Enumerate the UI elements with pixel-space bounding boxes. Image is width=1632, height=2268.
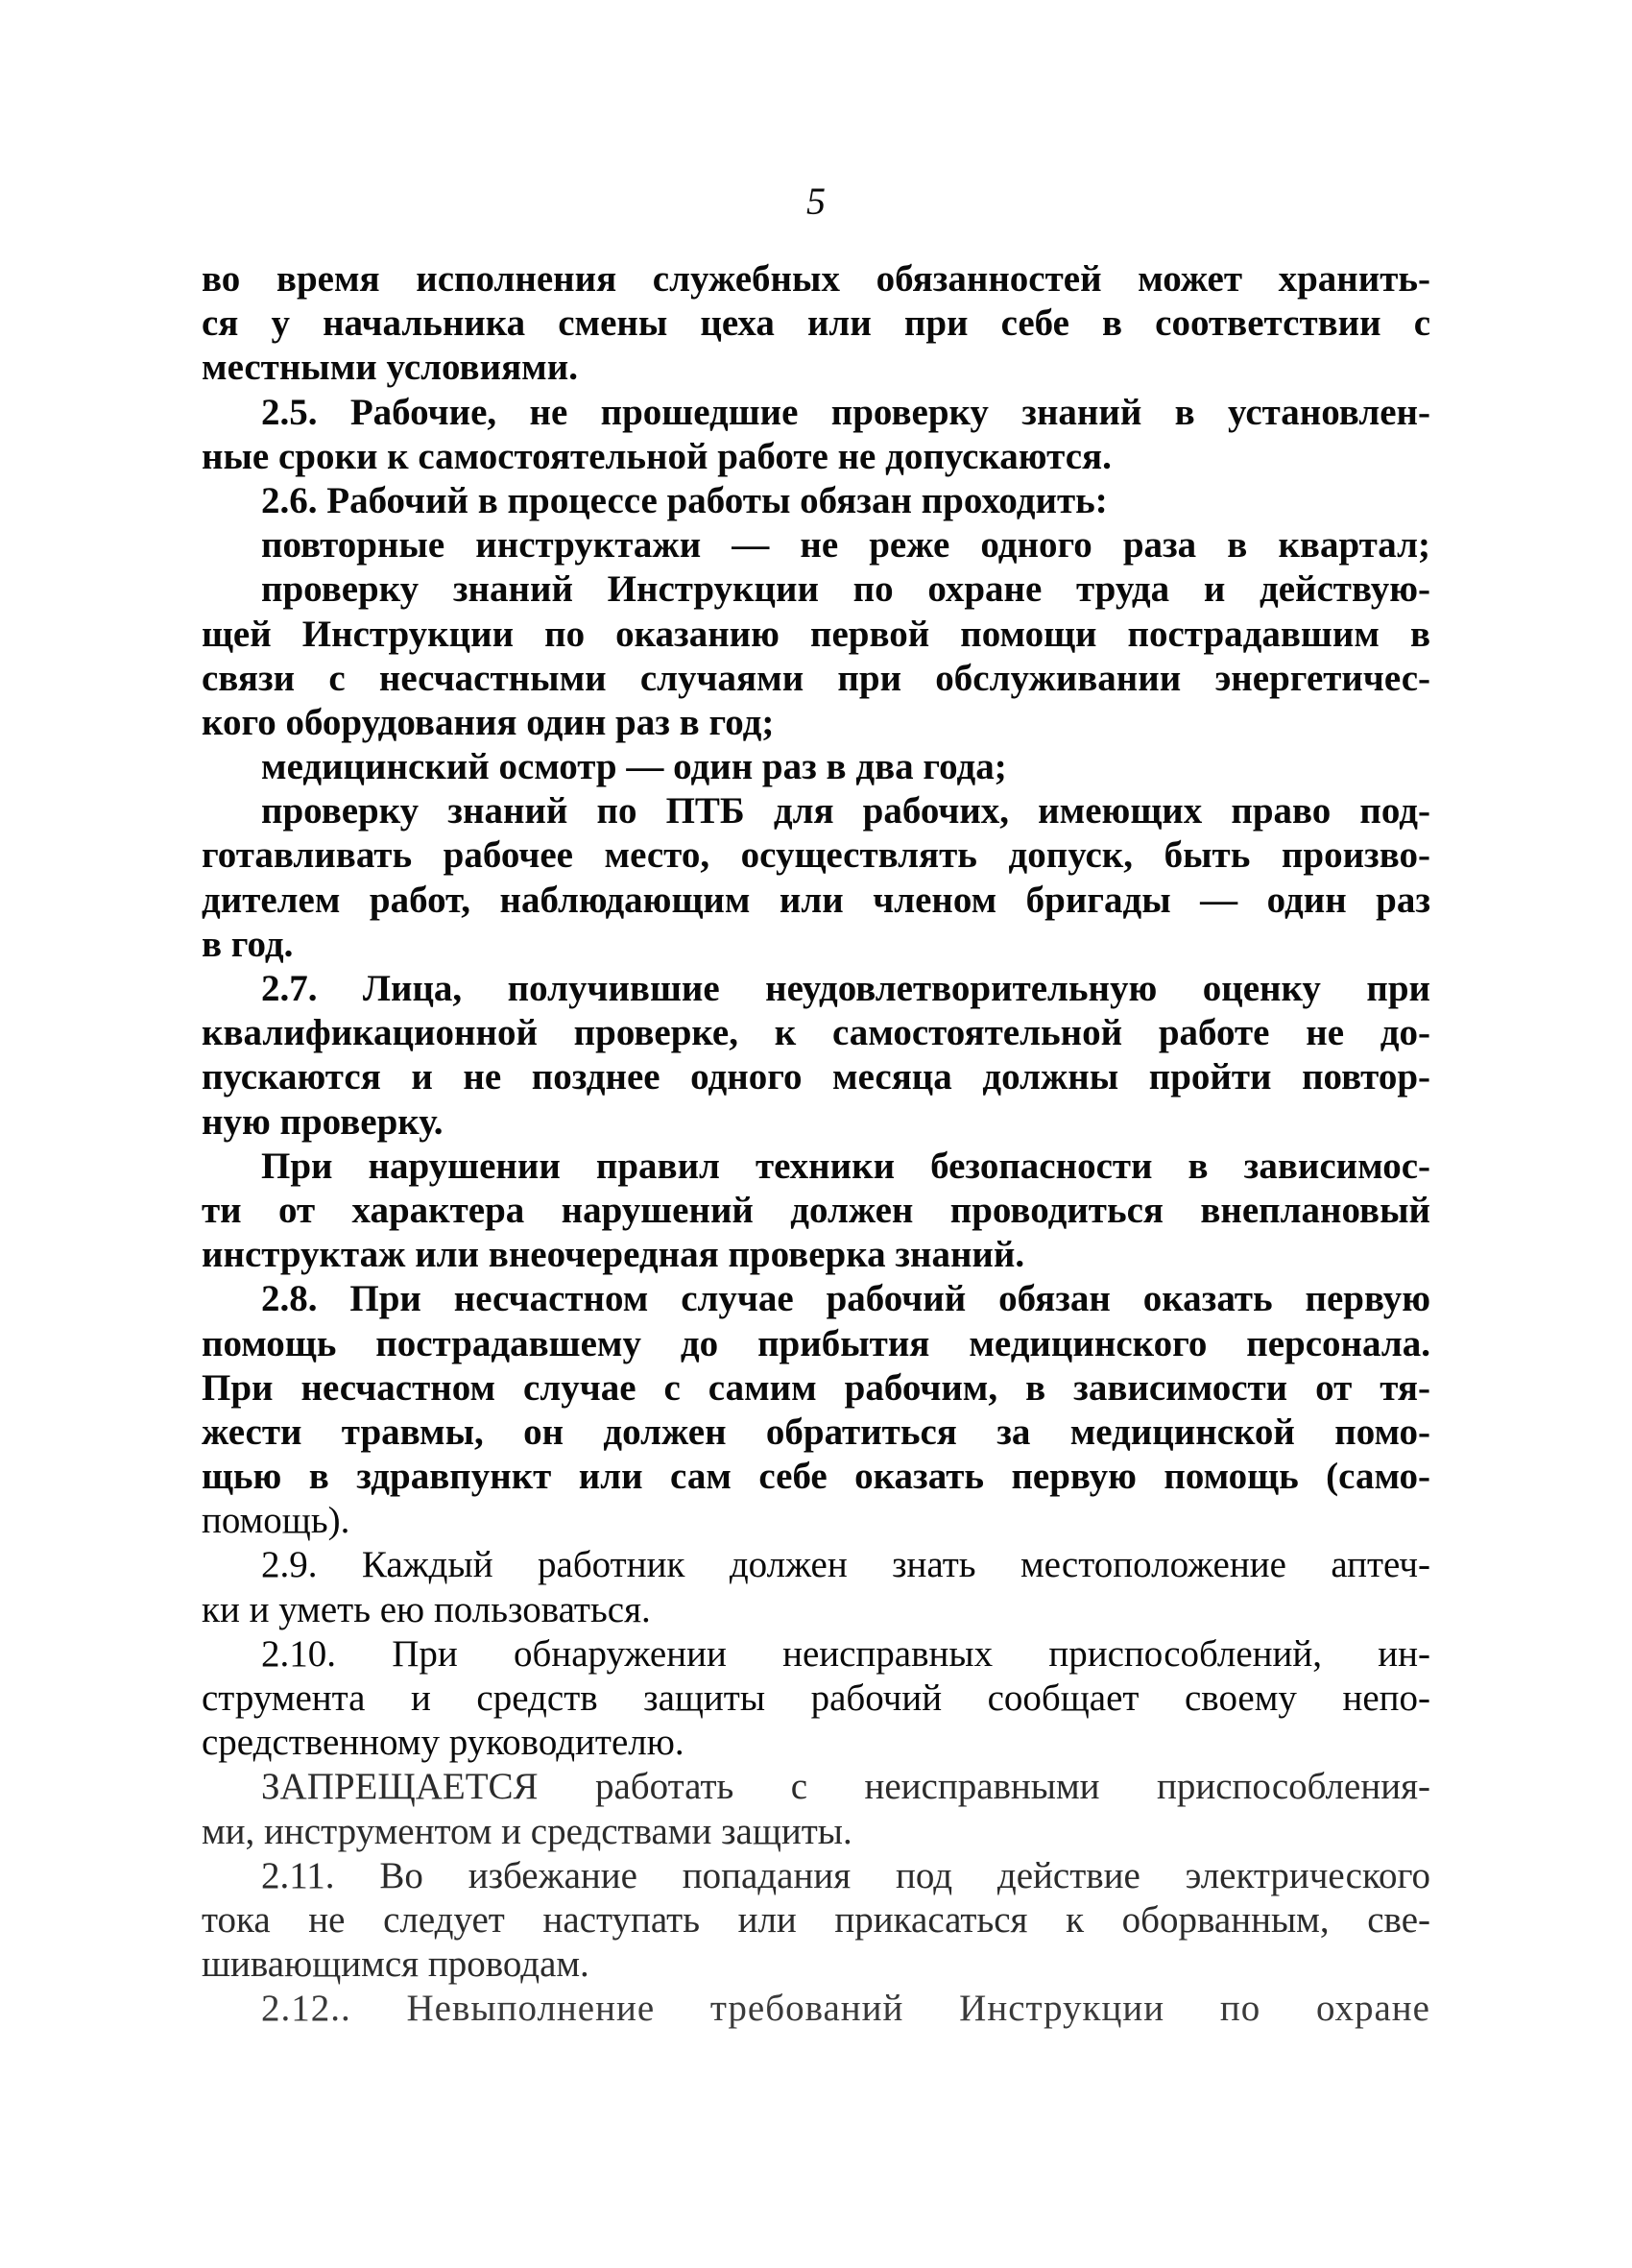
text-line: При нарушении правил техники безопасности в зависимос- [261,1145,1430,1187]
text-line: 2.11. Во избежание попадания под действие электрического [261,1854,1430,1896]
text-line: При несчастном случае с самим рабочим, в зависимости от тя- [202,1366,1430,1409]
text-line: помощь). [202,1500,350,1542]
text-line: тока не следует наступать или прикасаться к оборванным, све- [202,1898,1430,1941]
text-line: повторные инструктажи — не реже одного раза в квартал; [261,524,1430,567]
text-line: ми, инструментом и средствами защиты. [202,1810,852,1852]
text-line: связи с несчастными случаями при обслуживании энергетичес- [202,657,1430,699]
text-line: ЗАПРЕЩАЕТСЯ работать с неисправными приспособления- [261,1766,1430,1808]
text-line: проверку знаний Инструкции по охране труда и действую- [261,568,1430,611]
text-line: ные сроки к самостоятельной работе не допускаются. [202,435,1112,477]
text-line: местными условиями. [202,347,578,389]
body-text [202,257,1430,2032]
text-line: 2.5. Рабочие, не прошедшие проверку знаний в установлен- [261,391,1430,433]
text-line: 2.7. Лица, получившие неудовлетворительную оценку при [261,968,1430,1009]
text-line: квалификационной проверке, к самостоятельной работе не до- [202,1012,1430,1054]
text-line: во время исполнения служебных обязанностей может хранить- [202,258,1430,300]
text-line: инструктаж или внеочередная проверка знаний. [202,1234,1025,1276]
text-line: помощь пострадавшему до прибытия медицинского персонала. [202,1322,1430,1364]
text-line: 2.9. Каждый работник должен знать местоположение аптеч- [261,1544,1430,1586]
text-line: 2.6. Рабочий в процессе работы обязан проходить: [261,479,1108,521]
text-line: шивающимся проводам. [202,1943,589,1986]
text-line: средственному руководителю. [202,1722,684,1764]
text-line: пускаются и не позднее одного месяца должны пройти повтор- [202,1056,1430,1098]
text-line: проверку знаний по ПТБ для рабочих, имеющих право под- [261,790,1430,832]
text-line: готавливать рабочее место, осуществлять допуск, быть произво- [202,834,1430,877]
text-line: медицинский осмотр — один раз в два года; [261,746,1007,788]
text-line: щей Инструкции по оказанию первой помощи пострадавшим в [202,613,1430,655]
text-line: ся у начальника смены цеха или при себе в соответствии с [202,302,1430,345]
text-line: кого оборудования один раз в год; [202,701,775,743]
text-line: жести травмы, он должен обратиться за медицинской помо- [202,1411,1430,1453]
text-line: дителем работ, наблюдающим или членом бригады — один раз [202,879,1430,921]
text-line: ную проверку. [202,1100,444,1143]
text-line: щью в здравпункт или сам себе оказать первую помощь (само- [202,1456,1430,1498]
text-line: ти от характера нарушений должен проводиться внеплановый [202,1189,1430,1231]
text-line: в год. [202,923,294,965]
page-number: 5 [806,180,826,223]
text-line: 2.10. При обнаружении неисправных приспособлений, ин- [261,1632,1430,1675]
text-line: 2.12.. Невыполнение требований Инструкции по охране [261,1988,1430,2030]
text-line: струмента и средств защиты рабочий сообщает своему непо- [202,1677,1430,1719]
text-line: ки и уметь ею пользоваться. [202,1588,651,1630]
text-line: 2.8. При несчастном случае рабочий обязан оказать первую [261,1278,1430,1320]
